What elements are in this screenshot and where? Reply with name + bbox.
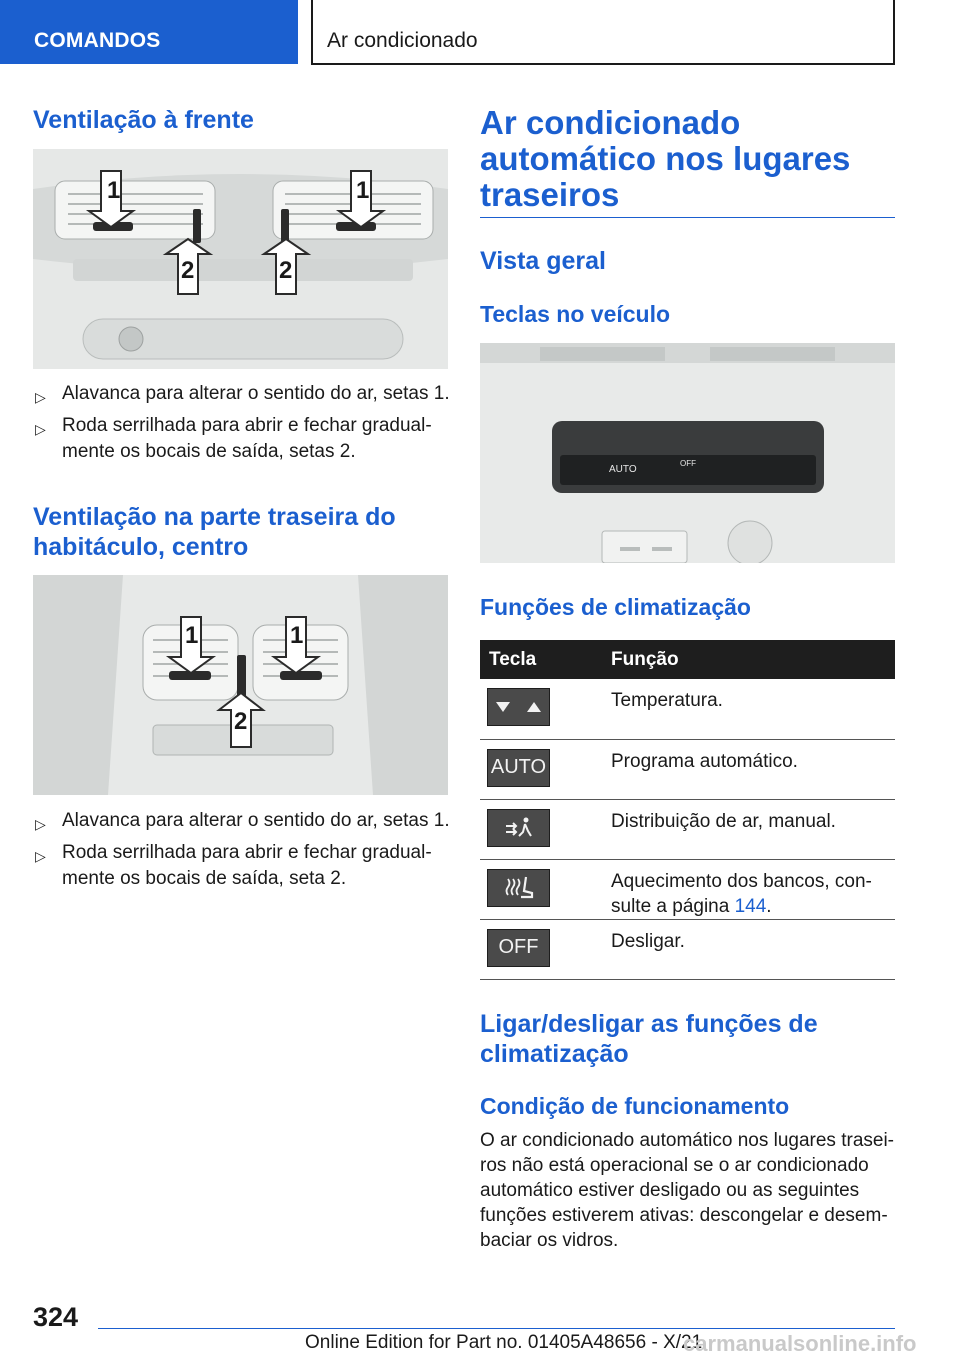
function-text: Temperatura. [611,679,895,739]
front-ventilation-heading: Ventilação à frente [33,106,254,134]
temperature-arrows-icon [487,688,550,726]
overview-heading: Vista geral [480,247,607,275]
table-header-row [480,640,895,679]
switch-functions-heading: Ligar/desligar as funções de climatização [480,1010,818,1068]
arrow-label-1b: 1 [356,177,370,204]
keys-heading: Teclas no veículo [480,301,671,327]
rear-ventilation-heading: Ventilação na parte traseira do habitáculo, centro [33,503,396,561]
arrow-label-2a: 2 [181,257,195,284]
front-ventilation-list [33,381,453,471]
page-link[interactable]: 144 [734,895,767,917]
section-title: COMANDOS [34,29,161,52]
bullet-triangle-icon: ▷ [35,848,46,864]
operating-condition-text: O ar condicionado automático nos lugares trasei-ros não está operacional se o ar condicionado automático estiver desligado ou as seguintes funções estiverem ativas: descongelar e desem-baciar os vidros. [480,1130,895,1251]
auto-key-icon: AUTO [487,749,550,787]
function-text: Desligar. [611,919,895,979]
footer-divider [98,1328,895,1329]
table-row [480,799,895,859]
chapter-tab[interactable] [311,0,895,65]
rear-climate-panel-photo [480,343,895,563]
bullet-triangle-icon: ▷ [35,421,46,437]
page-number: 324 [33,1302,79,1332]
chapter-title: Ar condicionado [327,29,478,52]
arrow-label-2: 2 [234,708,248,735]
arrow-label-1b: 1 [290,622,304,649]
bullet-triangle-icon: ▷ [35,389,46,405]
table-row: Aquecimento dos bancos, con-sulte a página 144. [480,859,895,919]
bullet-triangle-icon: ▷ [35,816,46,832]
list-item: ▷ Alavanca para alterar o sentido do ar, setas 1. [33,808,453,834]
rear-ventilation-list [33,808,453,898]
table-row [480,919,895,979]
operating-condition-heading: Condição de funcionamento [480,1093,790,1119]
arrow-label-1a: 1 [107,177,121,204]
function-text: Programa automático. [611,739,895,799]
footer-edition: Online Edition for Part no. 01405A48656 - X/21 [305,1332,703,1353]
rear-vents-photo [33,575,448,795]
functions-heading: Funções de climatização [480,594,751,620]
col-key-header: Tecla [480,640,611,679]
list-item: ▷ Roda serrilhada para abrir e fechar gradual-mente os bocais de saída, seta 2. [35,842,432,889]
function-text: Aquecimento dos bancos, con-sulte a página [611,870,872,917]
title-divider [480,217,895,218]
air-distribution-icon [487,809,550,847]
panel-off-label: OFF [680,459,696,468]
page-title: Ar condicionado automático nos lugares traseiros [480,104,851,213]
front-vents-photo [33,149,448,369]
climate-functions-table [480,640,895,980]
list-item: ▷ Alavanca para alterar o sentido do ar, setas 1. [33,381,453,407]
function-text: Distribuição de ar, manual. [611,799,895,859]
table-row [480,679,895,739]
section-tab[interactable] [0,0,298,64]
table-row [480,739,895,799]
arrow-label-2b: 2 [279,257,293,284]
panel-auto-label: AUTO [609,464,637,475]
list-item: ▷ Roda serrilhada para abrir e fechar gradual-mente os bocais de saída, setas 2. [35,415,432,462]
arrow-label-1a: 1 [185,622,199,649]
col-function-header: Função [611,640,895,679]
seat-heating-icon [487,869,550,907]
watermark: carmanualsonline.info [683,1331,917,1356]
off-key-icon: OFF [487,929,550,967]
